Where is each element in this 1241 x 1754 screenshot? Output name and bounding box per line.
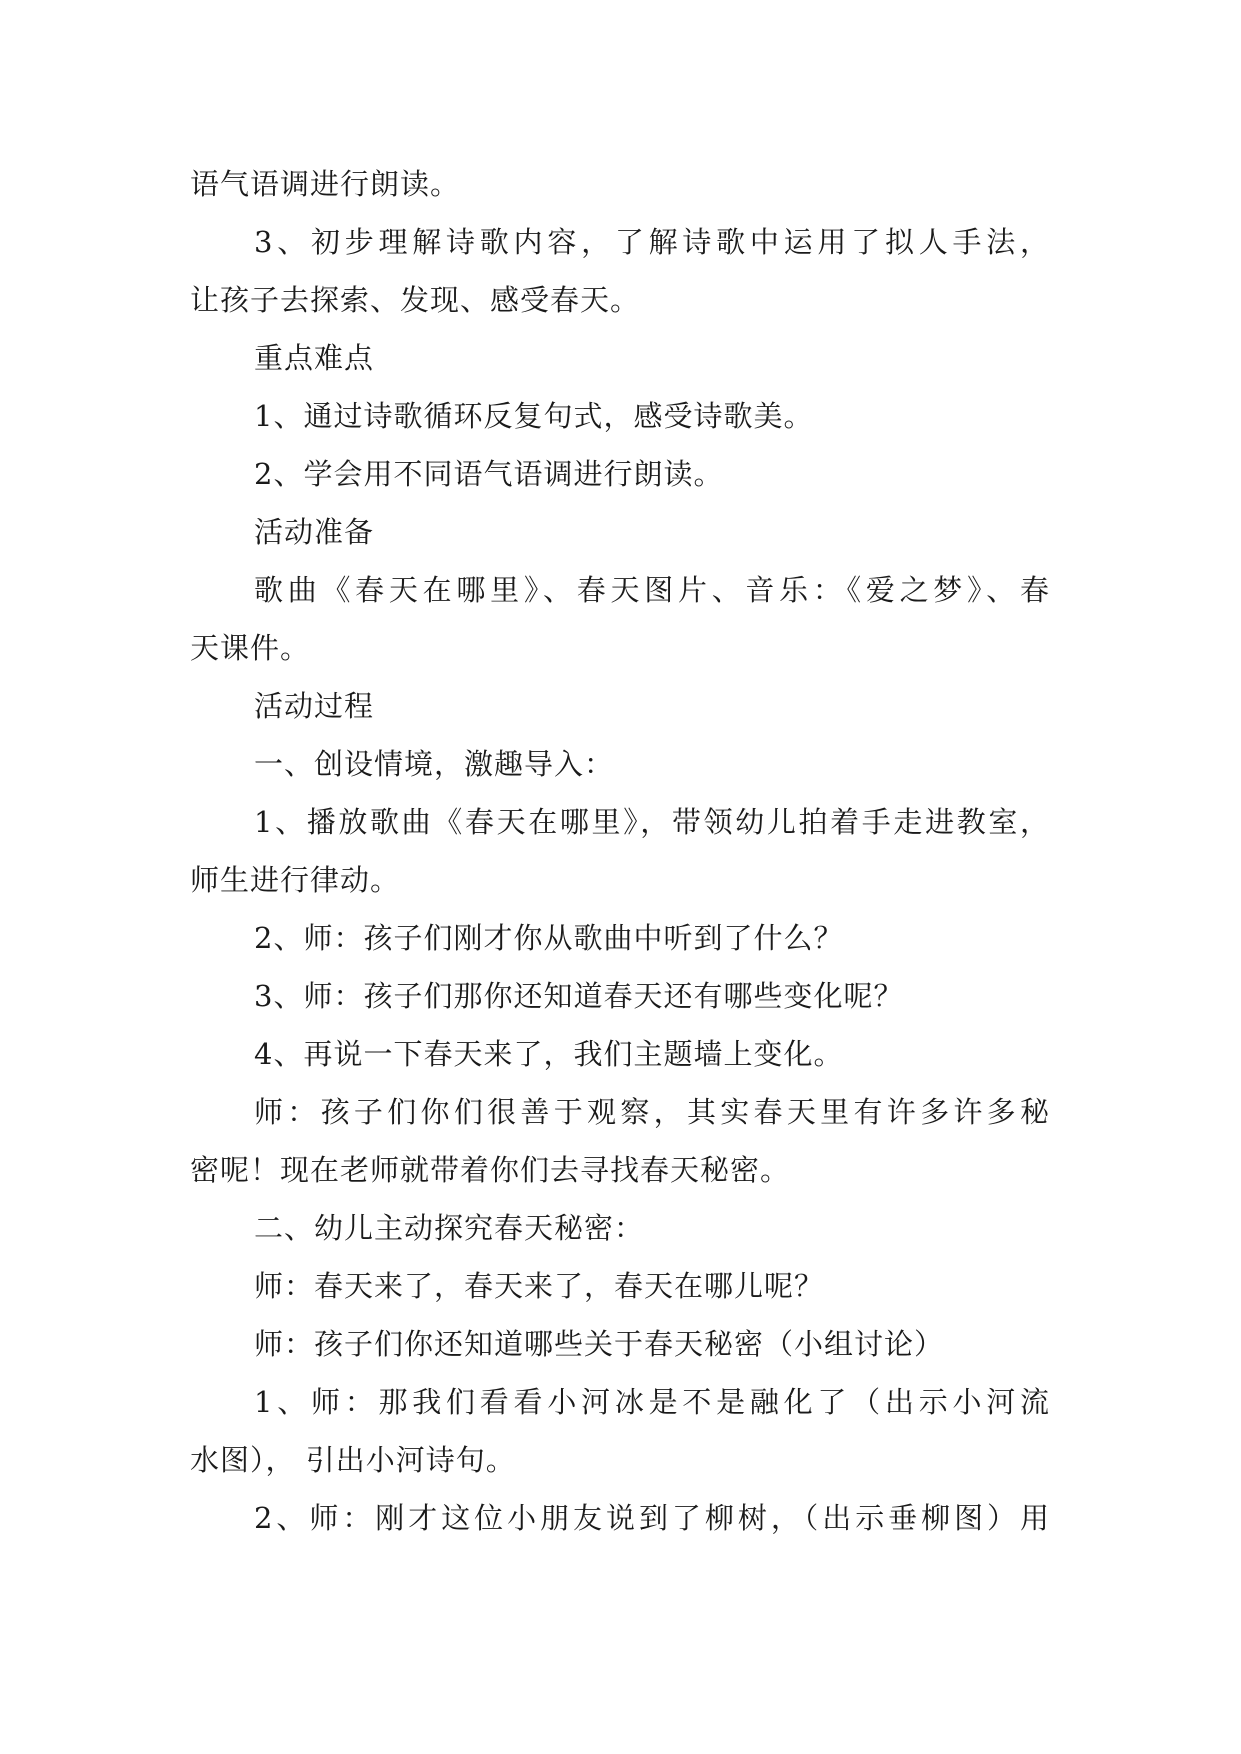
text-line: 1、播放歌曲《春天在哪里》，带领幼儿拍着手走进教室， [254, 805, 1050, 839]
text-line: 3、师：孩子们那你还知道春天还有哪些变化呢？ [254, 979, 904, 1013]
text-line: 1、通过诗歌循环反复句式，感受诗歌美。 [254, 399, 814, 433]
text-line: 师：孩子们你还知道哪些关于春天秘密（小组讨论） [254, 1327, 945, 1361]
section-heading: 活动准备 [254, 515, 375, 549]
text-line: 3、初步理解诗歌内容，了解诗歌中运用了拟人手法， [254, 225, 1050, 259]
text-line: 天课件。 [190, 631, 311, 665]
text-line: 4、再说一下春天来了，我们主题墙上变化。 [254, 1037, 844, 1071]
text-line: 2、学会用不同语气语调进行朗读。 [254, 457, 724, 491]
text-line: 1、师：那我们看看小河冰是不是融化了（出示小河流 [254, 1385, 1050, 1419]
document-body [190, 155, 1050, 1547]
text-line: 让孩子去探索、发现、感受春天。 [190, 283, 641, 317]
text-line: 水图）， 引出小河诗句。 [190, 1443, 516, 1477]
text-line: 2、师：孩子们刚才你从歌曲中听到了什么？ [254, 921, 844, 955]
text-line: 2、师：刚才这位小朋友说到了柳树，（出示垂柳图）用 [254, 1501, 1050, 1535]
text-line: 师：孩子们你们很善于观察，其实春天里有许多许多秘 [254, 1095, 1050, 1129]
text-line: 师生进行律动。 [190, 863, 401, 897]
text-line: 二、幼儿主动探究春天秘密： [254, 1211, 645, 1245]
text-line: 歌曲《春天在哪里》、春天图片、音乐：《爱之梦》、春 [254, 573, 1050, 607]
section-heading: 活动过程 [254, 689, 375, 723]
text-line: 语气语调进行朗读。 [190, 167, 461, 201]
text-line: 一、创设情境，激趣导入： [254, 747, 615, 781]
section-heading: 重点难点 [254, 341, 375, 375]
text-line: 师：春天来了，春天来了，春天在哪儿呢？ [254, 1269, 825, 1303]
text-line: 密呢！现在老师就带着你们去寻找春天秘密。 [190, 1153, 791, 1187]
